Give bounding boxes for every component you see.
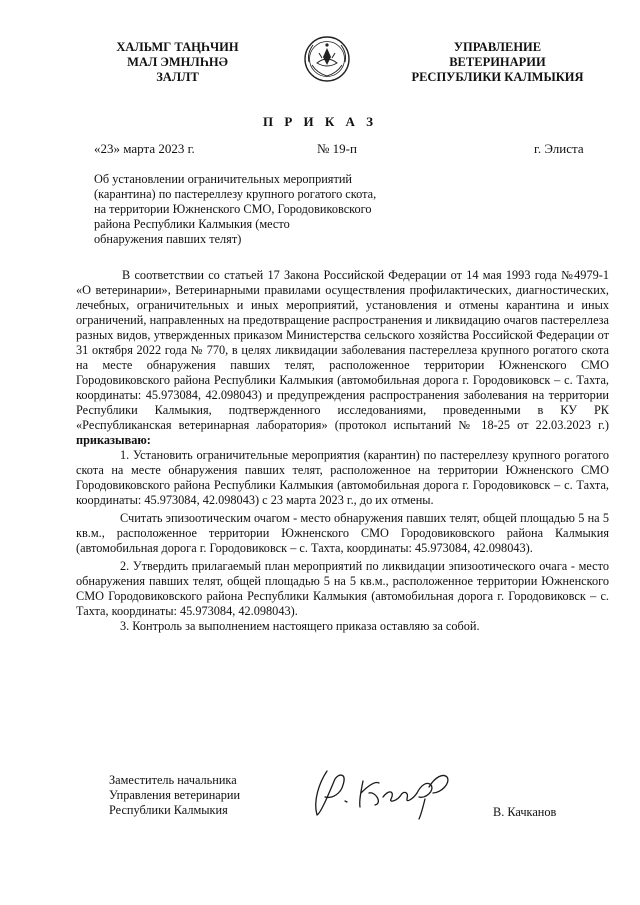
document-number: № 19-п [317, 141, 357, 156]
handwritten-signature [305, 763, 455, 821]
header-right-line: УПРАВЛЕНИЕ [453, 40, 542, 54]
paragraph-preamble [76, 268, 609, 448]
document-title: П Р И К А З [262, 114, 378, 129]
document-date: «23» марта 2023 г. [94, 141, 195, 156]
subject-line: обнаружения павших телят) [94, 232, 242, 246]
paragraph-item-1: 1. Установить ограничительные мероприятия (карантин) по пастереллезу крупного рогатого скота на месте обнаружения павших телят, расположенное на территории Южненского СМО Городовиковского района Республики Калмыкия (автомобильная дорога г. Городовиковск – с. Тахта, координаты: 45.973084, 42.098043) с 23 марта 2023 г., до их отмены. [76, 448, 609, 507]
paragraph-focus: Считать эпизоотическим очагом - место обнаружения павших телят, общей площадью 5 на 5 кв.м., расположенное территории Южненского СМО Городовиковского района Калмыкия (автомобильная дорога г. Городовиковск – с. Тахта, координаты: 45.973084, 42.098043). [76, 511, 609, 555]
subject-line: района Республики Калмыкия (место [94, 217, 290, 231]
document-body [76, 268, 609, 634]
document-city: г. Элиста [534, 141, 584, 156]
signatory-name: В. Качканов [493, 805, 557, 819]
header-left-line: ЗАЛЛТ [156, 70, 199, 84]
kalmykia-emblem-icon [303, 35, 351, 83]
document-subject [94, 172, 424, 247]
signatory-line: Заместитель начальника [109, 773, 237, 787]
signatory-position [109, 773, 240, 818]
header-right-line: ВЕТЕРИНАРИИ [449, 55, 546, 69]
header-right-org [400, 40, 595, 85]
header-left-line: МАЛ ЭМНЛҺНӘ [127, 55, 228, 69]
order-keyword: приказываю: [76, 433, 151, 447]
paragraph-item-3: 3. Контроль за выполнением настоящего приказа оставляю за собой. [120, 619, 480, 633]
paragraph-item-2: 2. Утвердить прилагаемый план мероприятий по ликвидации эпизоотического очага - место обнаружения павших телят, общей площадью 5 на 5 кв.м., расположенное территории Южненского СМО Городовиковского района Республики Калмыкия (автомобильная дорога г. Городовиковск – с. Тахта, координаты: 45.973084, 42.098043). [76, 559, 609, 618]
header-left-line: ХАЛЬМГ ТАҢҺЧИН [116, 40, 239, 54]
subject-line: на территории Южненского СМО, Городовиковского [94, 202, 372, 216]
subject-line: Об установлении ограничительных мероприятий [94, 172, 352, 186]
signatory-line: Управления ветеринарии [109, 788, 241, 802]
header-right-line: РЕСПУБЛИКИ КАЛМЫКИЯ [411, 70, 584, 84]
subject-line: (карантина) по пастереллезу крупного рогатого скота, [94, 187, 377, 201]
preamble-text: В соответствии со статьей 17 Закона Российской Федерации от 14 мая 1993 года №4979-1 «О ветеринарии», Ветеринарными правилами осуществления профилактических, диагностических, лечебных, ограничительных и иных мероприятий, установления и отмены карантина и иных ограничений, направленных на предотвращение распространения и ликвидацию очагов пастереллеза разных видов, утвержденных приказом Министерства сельского хозяйства Российской Федерации от 31 октября 2022 года № 770, в целях ликвидации заболевания пастереллеза крупного рогатого скота на месте обнаружения павших телят, расположенное территории Южненского СМО Городовиковского района Республики Калмыкия (автомобильная дорога г. Городовиковск – с. Тахта, координаты: 45.973084, 42.098043) и предупреждения распространения заболевания на территории Республики Калмыкия, подтвержденного исследованиями, проведенными в КУ РК «Республиканская ветеринарная лаборатория» (протокол испытаний № 18-25 от 22.03.2023 г.) [76, 268, 609, 432]
header-left-org [105, 40, 250, 85]
signatory-line: Республики Калмыкия [109, 803, 228, 817]
